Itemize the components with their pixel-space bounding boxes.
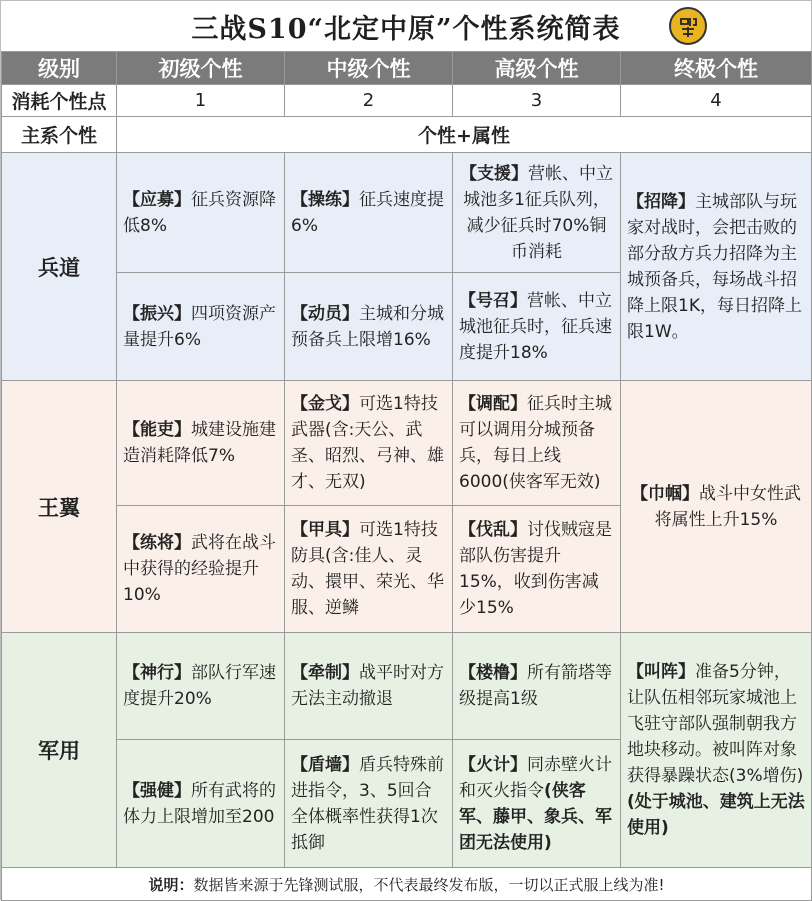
- trait-cell: [117, 740, 285, 868]
- trait-name: 【调配】: [459, 394, 527, 414]
- trait-name: 【招降】: [627, 191, 695, 212]
- footer-text: 数据皆来源于先锋测试服，不代表最终发布版，一切以正式服上线为准!: [193, 875, 665, 894]
- trait-desc: 营帐、中立城池多1征兵队列，减少征兵时70%铜币消耗: [463, 163, 613, 262]
- trait-cell: [117, 506, 285, 633]
- trait-name: 【操练】: [291, 189, 359, 210]
- trait-desc: 可选1特技防具(含:佳人、灵动、擐甲、荣光、华服、逆鳞: [291, 520, 444, 618]
- page-title: 三战S10“北定中原”个性系统简表: [191, 13, 621, 45]
- ultimate-cell: [621, 381, 812, 633]
- trait-name: 【强健】: [123, 780, 191, 801]
- trait-desc: 战斗中女性武将属性上升15%: [654, 483, 801, 530]
- trait-desc: 城建设施建造消耗降低7%: [123, 420, 276, 466]
- trait-desc: 准备5分钟，让队伍相邻玩家城池上飞驻守部队强制朝我方地块移动。被叫阵对象获得暴躁状态(3%增伤): [627, 662, 804, 786]
- trait-desc: 战平时对方无法主动撤退: [291, 663, 444, 709]
- footer-note: [2, 868, 812, 901]
- header-basic: 初级个性: [117, 52, 285, 85]
- cost-label: 消耗个性点: [2, 85, 117, 117]
- trait-cell: [453, 506, 621, 633]
- trait-name: 【号召】: [459, 290, 527, 311]
- trait-name: 【伐乱】: [459, 520, 527, 540]
- trait-name: 【能吏】: [123, 420, 191, 440]
- trait-name: 【楼橹】: [459, 663, 527, 683]
- trait-name: 【牵制】: [291, 663, 359, 683]
- trait-name: 【动员】: [291, 303, 359, 324]
- trait-cell: [453, 153, 621, 273]
- ultimate-cell: [621, 633, 812, 868]
- trait-cell: [285, 506, 453, 633]
- trait-name: 【火计】: [459, 754, 527, 775]
- trait-desc: 可选1特技武器(含:天公、武圣、昭烈、弓神、雄才、无双): [291, 394, 444, 492]
- trait-desc: 部队行军速度提升20%: [123, 663, 276, 709]
- trait-desc: 武将在战斗中获得的经验提升10%: [123, 533, 276, 605]
- trait-name: 【叫阵】: [627, 662, 695, 682]
- trait-name: 【支援】: [460, 163, 528, 184]
- cost-value: 2: [285, 85, 453, 117]
- subheader-label: 主系个性: [2, 117, 117, 153]
- personality-table: [1, 51, 812, 901]
- trait-desc: 所有武将的体力上限增加至200: [123, 780, 276, 827]
- trait-cell: [453, 381, 621, 506]
- trait-desc: 四项资源产量提升6%: [123, 303, 276, 350]
- trait-cell: [285, 153, 453, 273]
- subheader-row: [2, 117, 812, 153]
- trait-name: 【应募】: [123, 189, 191, 210]
- category-junyong: 军用: [2, 633, 117, 868]
- category-bingdao: 兵道: [2, 153, 117, 381]
- trait-cell: [117, 633, 285, 740]
- trait-name: 【振兴】: [123, 303, 191, 324]
- trait-cell: [453, 633, 621, 740]
- trait-cell: [285, 381, 453, 506]
- footer-row: [2, 868, 812, 901]
- header-high: 高级个性: [453, 52, 621, 85]
- category-wangyi: 王翼: [2, 381, 117, 633]
- trait-desc: 主城和分城预备兵上限增16%: [291, 303, 444, 350]
- header-mid: 中级个性: [285, 52, 453, 85]
- cost-value: 1: [117, 85, 285, 117]
- trait-cell: [117, 381, 285, 506]
- trait-desc: 征兵资源降低8%: [123, 189, 276, 236]
- trait-desc: 征兵速度提6%: [291, 189, 444, 236]
- table-row: [2, 633, 812, 740]
- trait-name: 【神行】: [123, 663, 191, 683]
- trait-name: 【金戈】: [291, 394, 359, 414]
- trait-note: (处于城池、建筑上无法使用): [627, 792, 805, 838]
- trait-name: 【巾帼】: [631, 483, 699, 504]
- trait-desc: 营帐、中立城池征兵时，征兵速度提升18%: [459, 290, 612, 363]
- header-level: 级别: [2, 52, 117, 85]
- trait-note: (侠客军、藤甲、象兵、军团无法使用): [459, 780, 612, 853]
- table-row: [2, 381, 812, 506]
- trait-desc: 主城部队与玩家对战时，会把击败的部分敌方兵力招降为主城预备兵，每场战斗招降上限1K，每日招降上限1W。: [627, 191, 802, 342]
- cost-value: 3: [453, 85, 621, 117]
- trait-desc: 所有箭塔等级提高1级: [459, 663, 612, 709]
- trait-cell: [453, 273, 621, 381]
- cost-value: 4: [621, 85, 812, 117]
- subheader-text: 个性+属性: [117, 117, 812, 153]
- header-ultimate: 终极个性: [621, 52, 812, 85]
- trait-cell: [117, 153, 285, 273]
- trait-name: 【甲具】: [291, 520, 359, 540]
- trait-name: 【盾墙】: [291, 754, 359, 775]
- trait-desc: 盾兵特殊前进指令，3、5回合全体概率性获得1次抵御: [291, 754, 444, 853]
- footer-label: 说明：: [148, 875, 194, 894]
- cost-row: [2, 85, 812, 117]
- trait-cell: [285, 633, 453, 740]
- brand-logo-icon: [669, 7, 707, 45]
- trait-desc: 讨伐贼寇是部队伤害提升15%，收到伤害减少15%: [459, 520, 612, 618]
- trait-cell: [453, 740, 621, 868]
- table-header-row: [2, 52, 812, 85]
- trait-desc: 同赤壁火计和灭火指令: [459, 754, 612, 801]
- trait-desc: 征兵时主城可以调用分城预备兵，每日上线6000(侠客军无效): [459, 394, 612, 492]
- ultimate-cell: [621, 153, 812, 381]
- trait-name: 【练将】: [123, 533, 191, 553]
- trait-cell: [285, 740, 453, 868]
- trait-cell: [285, 273, 453, 381]
- trait-cell: [117, 273, 285, 381]
- table-row: [2, 153, 812, 273]
- brand-logo-glyph-icon: [672, 10, 704, 42]
